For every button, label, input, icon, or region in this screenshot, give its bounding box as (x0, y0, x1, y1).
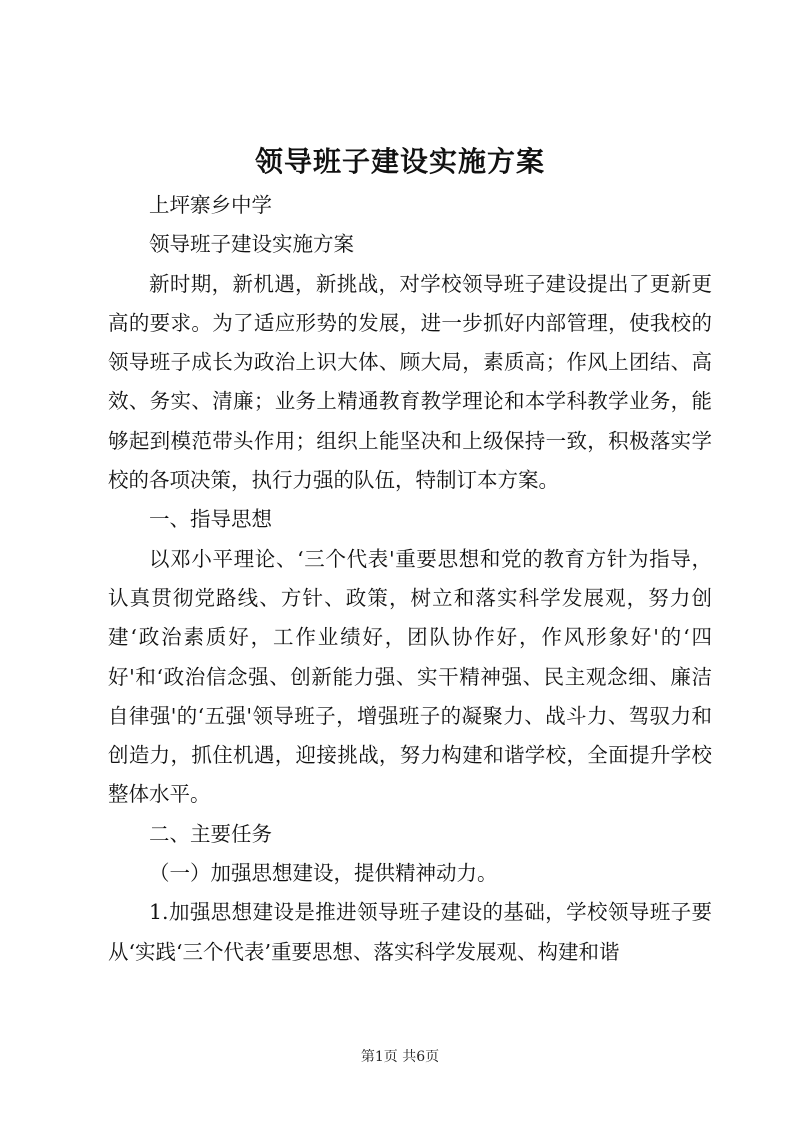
intro-paragraph: 新时期，新机遇，新挑战，对学校领导班子建设提出了更新更高的要求。为了适应形势的发展，进一步抓好内部管理，使我校的领导班子成长为政治上识大体、顾大局，素质高；作风上团结、高效、务实、清廉；业务上精通教育教学理论和本学科教学业务，能够起到模范带头作用；组织上能坚决和上级保持一致，积极落实学校的各项决策，执行力强的队伍，特制订本方案。 (108, 271, 712, 493)
guiding-thought-paragraph: 以邓小平理论、‘三个代表'重要思想和党的教育方针为指导，认真贯彻党路线、方针、政策，树立和落实科学发展观，努力创建‘政治素质好，工作业绩好，团队协作好，作风形象好'的‘四好'和‘政治信念强、创新能力强、实干精神强、民主观念细、廉洁自律强'的‘五强'领导班子，增强班子的凝聚力、战斗力、驾驭力和创造力，抓住机遇，迎接挑战，努力构建和谐学校，全面提升学校整体水平。 (108, 546, 712, 807)
task-item-1: 1.加强思想建设是推进领导班子建设的基础，学校领导班子要从‘实践‘三个代表’重要思想、落实科学发展观、构建和谐 (108, 900, 712, 964)
subtitle: 领导班子建设实施方案 (149, 232, 354, 257)
school-name: 上坪寨乡中学 (149, 193, 272, 217)
document-title: 领导班子建设实施方案 (254, 145, 545, 178)
document-body (108, 186, 712, 972)
subsection-heading-ideology: （一）加强思想建设，提供精神动力。 (149, 861, 498, 886)
section-heading-guiding-thought: 一、指导思想 (149, 507, 272, 532)
section-heading-main-tasks: 二、主要任务 (149, 821, 272, 846)
page-footer: 第1页 共6页 (360, 1049, 440, 1065)
